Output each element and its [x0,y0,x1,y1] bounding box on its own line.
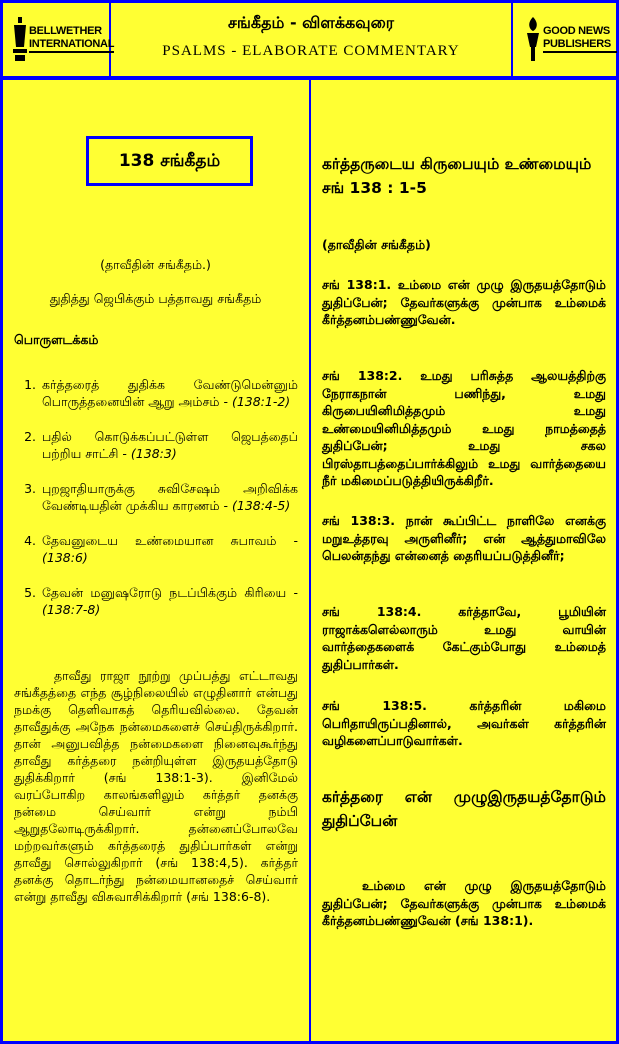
verse-4: சங் 138:4. கர்த்தாவே, பூமியின் ராஜாக்களெல்லாரும் உமது வாயின் வார்த்தைகளைக் கேட்கும்போது உம்மைத் துதிப்பார்கள். [322,604,606,672]
list-item-text: தேவனுடைய உண்மையான சுபாவம் - (138:6) [42,533,298,565]
list-item-number: 3. [24,481,36,496]
bellwether-logo-text: BELLWETHER INTERNATIONAL [29,25,114,53]
torch-icon [523,17,543,63]
list-item-text: தேவன் மனுஷரோடு நடப்பிக்கும் கிரியை - (138:7-8) [42,585,298,617]
verse-1: சங் 138:1. உம்மை என் முழு இருதயத்தோடும் துதிப்பேன்; தேவர்களுக்கு முன்பாக உம்மைக் கீர்த்தனம்பண்ணுவேன். [322,277,606,327]
intro-paragraph: தாவீது ராஜா நூற்று முப்பத்து எட்டாவது சங்கீதத்தை எந்த சூழ்நிலையில் எழுதினார் என்பது நமக்கு தெளிவாகத் தெரியவில்லை. தேவன் தாவீதுக்கு அநேக நன்மைகளைச் செய்திருக்கிறார். தான் அனுபவித்த நன்மைகளை நினைவுகூர்ந்து தாவீது கர்த்தரை நன்றியுள்ள இருதயத்தோடு துதிக்கிறார் (சங் 138:1-3). இனிமேல் வரப்போகிற காலங்களிலும் கர்த்தர் தனக்கு நன்மை செய்வார் என்று நம்பி ஆறுதலோடிருக்கிறார். தன்னைப்போலவே மற்றவர்களும் கர்த்தரைத் துதிப்பார்கள் என்று தாவீது சொல்லுகிறார் (சங் 138:4,5). கர்த்தர் தனக்கு தொடர்ந்து நன்மையானதைச் செய்வார் என்று தாவீது விசுவாசிக்கிறார் (சங் 138:6-8). [14,668,298,904]
list-item [18,584,298,618]
list-item [18,480,298,514]
lamp-icon [13,17,27,63]
list-item-number: 4. [24,533,36,548]
good-news-logo-text: GOOD NEWS PUBLISHERS [543,25,617,53]
verse-5: சங் 138:5. கர்த்தரின் மகிமை பெரிதாயிருப்பதினால், அவர்கள் கர்த்தரின் வழிகளைப்பாடுவார்கள். [322,698,606,748]
header-right-panel [511,0,619,80]
list-item [18,428,298,462]
right-heading: கர்த்தருடைய கிருபையும் உண்மையும் சங் 138 : 1-5 [322,152,606,200]
header-center-panel [109,0,513,80]
list-item-number: 2. [24,429,36,444]
left-subtitle-2: துதித்து ஜெபிக்கும் பத்தாவது சங்கீதம் [49,291,262,306]
list-item-text: கர்த்தரைத் துதிக்க வேண்டுமென்னும் பொருத்தனையின் ஆறு அம்சம் - (138:1-2) [42,377,298,409]
contents-heading: பொருளடக்கம் [14,332,99,347]
contents-list [18,376,298,636]
right-heading-ref: சங் 138 : 1-5 [322,179,427,197]
list-item-number: 1. [24,377,36,392]
right-subtitle: (தாவீதின் சங்கீதம்) [322,237,431,252]
right-big-heading: கர்த்தரை என் முழுஇருதயத்தோடும் துதிப்பேன் [322,788,606,830]
verse-3: சங் 138:3. நான் கூப்பிட்ட நாளிலே எனக்கு மறுஉத்தரவு அருளினீர்; என் ஆத்துமாவிலே பெலன்தந்து என்னைத் தைரியப்படுத்தினீர்; [322,513,606,563]
list-item-text: பதில் கொடுக்கப்பட்டுள்ள ஜெபத்தைப் பற்றிய சாட்சி - (138:3) [42,429,298,461]
header-left-panel [0,0,115,80]
psalm-number-box: 138 சங்கீதம் [86,136,253,186]
header-title-tamil: சங்கீதம் - விளக்கவுரை [227,13,394,32]
list-item [18,376,298,410]
left-subtitle: (தாவீதின் சங்கீதம்.) [100,257,211,272]
closing-verse: உம்மை என் முழு இருதயத்தோடும் துதிப்பேன்; தேவர்களுக்கு முன்பாக உம்மைக் கீர்த்தனம்பண்ணுவேன் (சங் 138:1). [322,878,606,928]
list-item [18,532,298,566]
header-title-english: PSALMS - ELABORATE COMMENTARY [162,43,460,59]
list-item-number: 5. [24,585,36,600]
verse-2: சங் 138:2. உமது பரிசுத்த ஆலயத்திற்கு நேராகநான் பணிந்து, உமது கிருபையினிமித்தமும் உமது உண்மையினிமித்தமும் உமது நாமத்தைத் துதிப்பேன்; உமது சகல பிரஸ்தாபத்தைப்பார்க்கிலும் உமது வார்த்தையை நீர் மகிமைப்படுத்தியிருக்கிறீர். [322,368,606,488]
list-item-text: புறஜாதியாருக்கு சுவிசேஷம் அறிவிக்க வேண்டியதின் முக்கிய காரணம் - (138:4-5) [42,481,298,513]
